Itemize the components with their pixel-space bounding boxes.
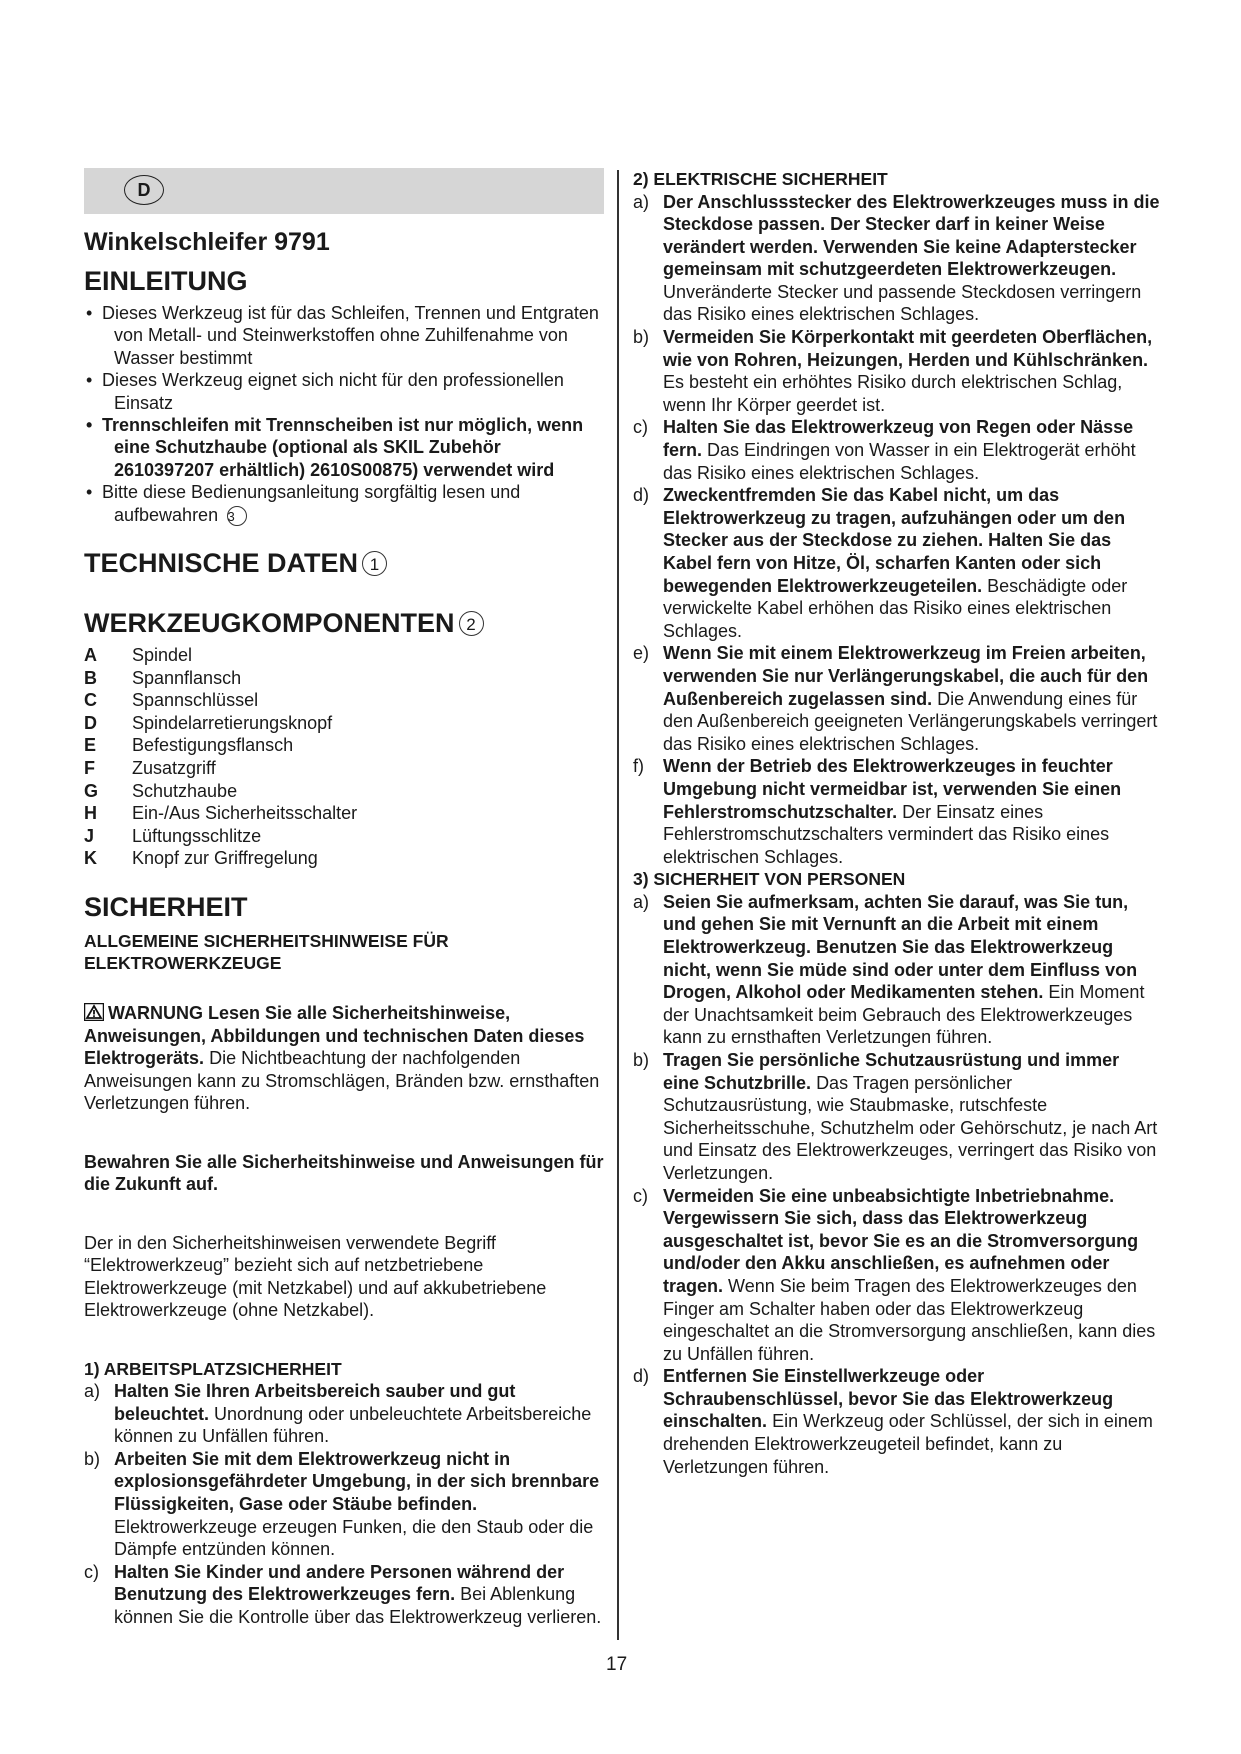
list-item: E Befestigungsflansch xyxy=(84,735,294,756)
list-item: B Spannflansch xyxy=(84,667,242,688)
figure-ref-2: 2 xyxy=(459,611,484,636)
components-heading: WERKZEUGKOMPONENTEN 2 xyxy=(84,606,604,640)
term-definition: Der in den Sicherheitshinweisen verwendete Begriff “Elektrowerkzeug” bezieht sich auf netzbetriebene Elektrowerkzeuge (mit Netzkabel) und auf akkubetriebene Elektrowerkzeuge (ohne Netzkabel). xyxy=(84,1232,547,1320)
column-divider xyxy=(617,170,619,1640)
safety-heading: SICHERHEIT xyxy=(84,892,248,922)
components-list xyxy=(84,644,604,870)
list-item: A Spindel xyxy=(84,645,193,666)
section-title: 2) ELEKTRISCHE SICHERHEIT xyxy=(633,169,888,189)
keep-instructions: Bewahren Sie alle Sicherheitshinweise und Anweisungen für die Zukunft auf. xyxy=(84,1151,604,1194)
intro-heading: EINLEITUNG xyxy=(84,266,248,296)
list-item: c) Halten Sie das Elektrowerkzeug von Regen oder Nässe fern. Das Eindringen von Wasser in ein Elektrogerät erhöht das Risiko eines elektrischen Schlages. xyxy=(633,417,1136,483)
list-item: F Zusatzgriff xyxy=(84,758,216,779)
list-item: a) Seien Sie aufmerksam, achten Sie darauf, was Sie tun, und gehen Sie mit Vernunft an die Arbeit mit einem Elektrowerkzeug. Benutzen Sie das Elektrowerkzeug nicht, wenn Sie müde sind oder unter dem Einfluss von Drogen, Alkohol oder Medikamenten stehen. Ein Moment der Unachtsamkeit beim Gebrauch des Elektrowerkzeuges kann zu ernsthaften Verletzungen führen. xyxy=(633,891,1145,1048)
list-item: G Schutzhaube xyxy=(84,780,238,801)
page-number: 17 xyxy=(606,1654,628,1675)
tech-data-heading: TECHNISCHE DATEN 1 xyxy=(84,546,604,580)
right-column xyxy=(633,168,1160,1478)
list-item: K Knopf zur Griffregelung xyxy=(84,848,318,869)
warning-triangle-icon xyxy=(84,1003,104,1021)
language-bar xyxy=(84,168,604,214)
figure-ref-3: 3 xyxy=(227,506,247,526)
language-code-badge: D xyxy=(124,175,164,205)
list-item: a) Der Anschlussstecker des Elektrowerkzeuges muss in die Steckdose passen. Der Stecker darf in keiner Weise verändert werden. Verwenden Sie keine Adapterstecker gemeinsam mit schutzgeerdeten Elektrowerkzeugen. Unveränderte Stecker und passende Steckdosen verringern das Risiko eines elektrischen Schlages. xyxy=(633,191,1160,325)
list-item: C Spannschlüssel xyxy=(84,690,259,711)
list-item: J Lüftungsschlitze xyxy=(84,825,262,846)
list-item: d) Zweckentfremden Sie das Kabel nicht, um das Elektrowerkzeug zu tragen, aufzuhängen oder um den Stecker aus der Steckdose zu ziehen. Halten Sie das Kabel fern von Hitze, Öl, scharfen Kanten oder sich bewegenden Elektrowerkzeugeteilen. Beschädigte oder verwickelte Kabel erhöhen das Risiko eines elektrischen Schlages. xyxy=(633,485,1128,641)
section-title: 1) ARBEITSPLATZSICHERHEIT xyxy=(84,1358,342,1379)
safety-subheading: ALLGEMEINE SICHERHEITSHINWEISE FÜR ELEKTROWERKZEUGE xyxy=(84,931,449,973)
product-title: Winkelschleifer 9791 xyxy=(84,228,330,256)
list-item: b) Vermeiden Sie Körperkontakt mit geerdeten Oberflächen, wie von Rohren, Heizungen, Herden und Kühlschränken. Es besteht ein erhöhtes Risiko durch elektrischen Schlag, wenn Ihr Körper geerdet ist. xyxy=(633,327,1153,415)
list-item: c) Vermeiden Sie eine unbeabsichtigte Inbetriebnahme. Vergewissern Sie sich, dass das Elektrowerkzeug ausgeschaltet ist, bevor Sie es an die Stromversorgung und/oder den Akku anschließen, es aufnehmen oder tragen. Wenn Sie beim Tragen des Elektrowerkzeuges den Finger am Schalter haben oder das Elektrowerkzeug eingeschaltet an die Stromversorgung anschließen, kann dies zu Unfällen führen. xyxy=(633,1185,1156,1364)
list-item: c) Halten Sie Kinder und andere Personen während der Benutzung des Elektrowerkzeuges fern. Bei Ablenkung können Sie die Kontrolle über das Elektrowerkzeug verlieren. xyxy=(84,1561,602,1627)
list-item: e) Wenn Sie mit einem Elektrowerkzeug im Freien arbeiten, verwenden Sie nur Verlängerungskabel, die auch für den Außenbereich zugelassen sind. Die Anwendung eines für den Außenbereich geeigneten Verlängerungskabels verringert das Risiko eines elektrischen Schlages. xyxy=(633,643,1158,754)
section-title: 3) SICHERHEIT VON PERSONEN xyxy=(633,869,906,890)
list-item: b) Arbeiten Sie mit dem Elektrowerkzeug nicht in explosionsgefährdeter Umgebung, in der sich brennbare Flüssigkeiten, Gase oder Stäube befinden. Elektrowerkzeuge erzeugen Funken, die den Staub oder die Dämpfe entzünden können. xyxy=(84,1448,600,1560)
list-item: D Spindelarretierungsknopf xyxy=(84,712,333,733)
list-item: H Ein-/Aus Sicherheitsschalter xyxy=(84,803,358,824)
list-item: d) Entfernen Sie Einstellwerkzeuge oder Schraubenschlüssel, bevor Sie das Elektrowerkzeug einschalten. Ein Werkzeug oder Schlüssel, der sich in einem drehenden Elektrowerkzeugeteil befindet, kann zu Verletzungen führen. xyxy=(633,1366,1153,1477)
section-personal xyxy=(633,868,1160,1478)
list-item: • Dieses Werkzeug eignet sich nicht für den professionellen Einsatz xyxy=(84,369,604,414)
list-item: f) Wenn der Betrieb des Elektrowerkzeuges in feuchter Umgebung nicht vermeidbar ist, verwenden Sie einen Fehlerstromschutzschalter. Der Einsatz eines Fehlerstromschutzschalters vermindert das Risiko eines elektrischen Schlages. xyxy=(633,756,1122,867)
section-workplace xyxy=(84,1358,604,1629)
list-item: b) Tragen Sie persönliche Schutzausrüstung und immer eine Schutzbrille. Das Tragen persönlicher Schutzausrüstung, wie Staubmaske, rutschfeste Sicherheitsschuhe, Schutzhelm oder Gehörschutz, je nach Art und Einsatz des Elektrowerkzeuges, verringert das Risiko von Verletzungen. xyxy=(633,1049,1158,1183)
section-electrical xyxy=(633,168,1160,868)
list-item: • Dieses Werkzeug ist für das Schleifen, Trennen und Entgraten von Metall- und Steinwerkstoffen ohne Zuhilfenahme von Wasser bestimmt xyxy=(84,302,604,369)
list-item: • Trennschleifen mit Trennscheiben ist nur möglich, wenn eine Schutzhaube (optional als SKIL Zubehör 2610397207 erhältlich) 2610S00875) verwendet wird xyxy=(84,414,604,481)
figure-ref-1: 1 xyxy=(362,551,387,576)
intro-bullets xyxy=(84,302,604,526)
warning-paragraph: WARNUNG Lesen Sie alle Sicherheitshinweise, Anweisungen, Abbildungen und technischen Daten dieses Elektrogeräts. Die Nichtbeachtung der nachfolgenden Anweisungen kann zu Stromschlägen, Bränden bzw. ernsthaften Verletzungen führen. xyxy=(84,1003,600,1113)
left-column xyxy=(84,168,604,1629)
list-item: a) Halten Sie Ihren Arbeitsbereich sauber und gut beleuchtet. Unordnung oder unbeleuchtete Arbeitsbereiche können zu Unfällen führen. xyxy=(84,1381,592,1447)
list-item: • Bitte diese Bedienungsanleitung sorgfältig lesen und aufbewahren 3 xyxy=(84,481,604,526)
